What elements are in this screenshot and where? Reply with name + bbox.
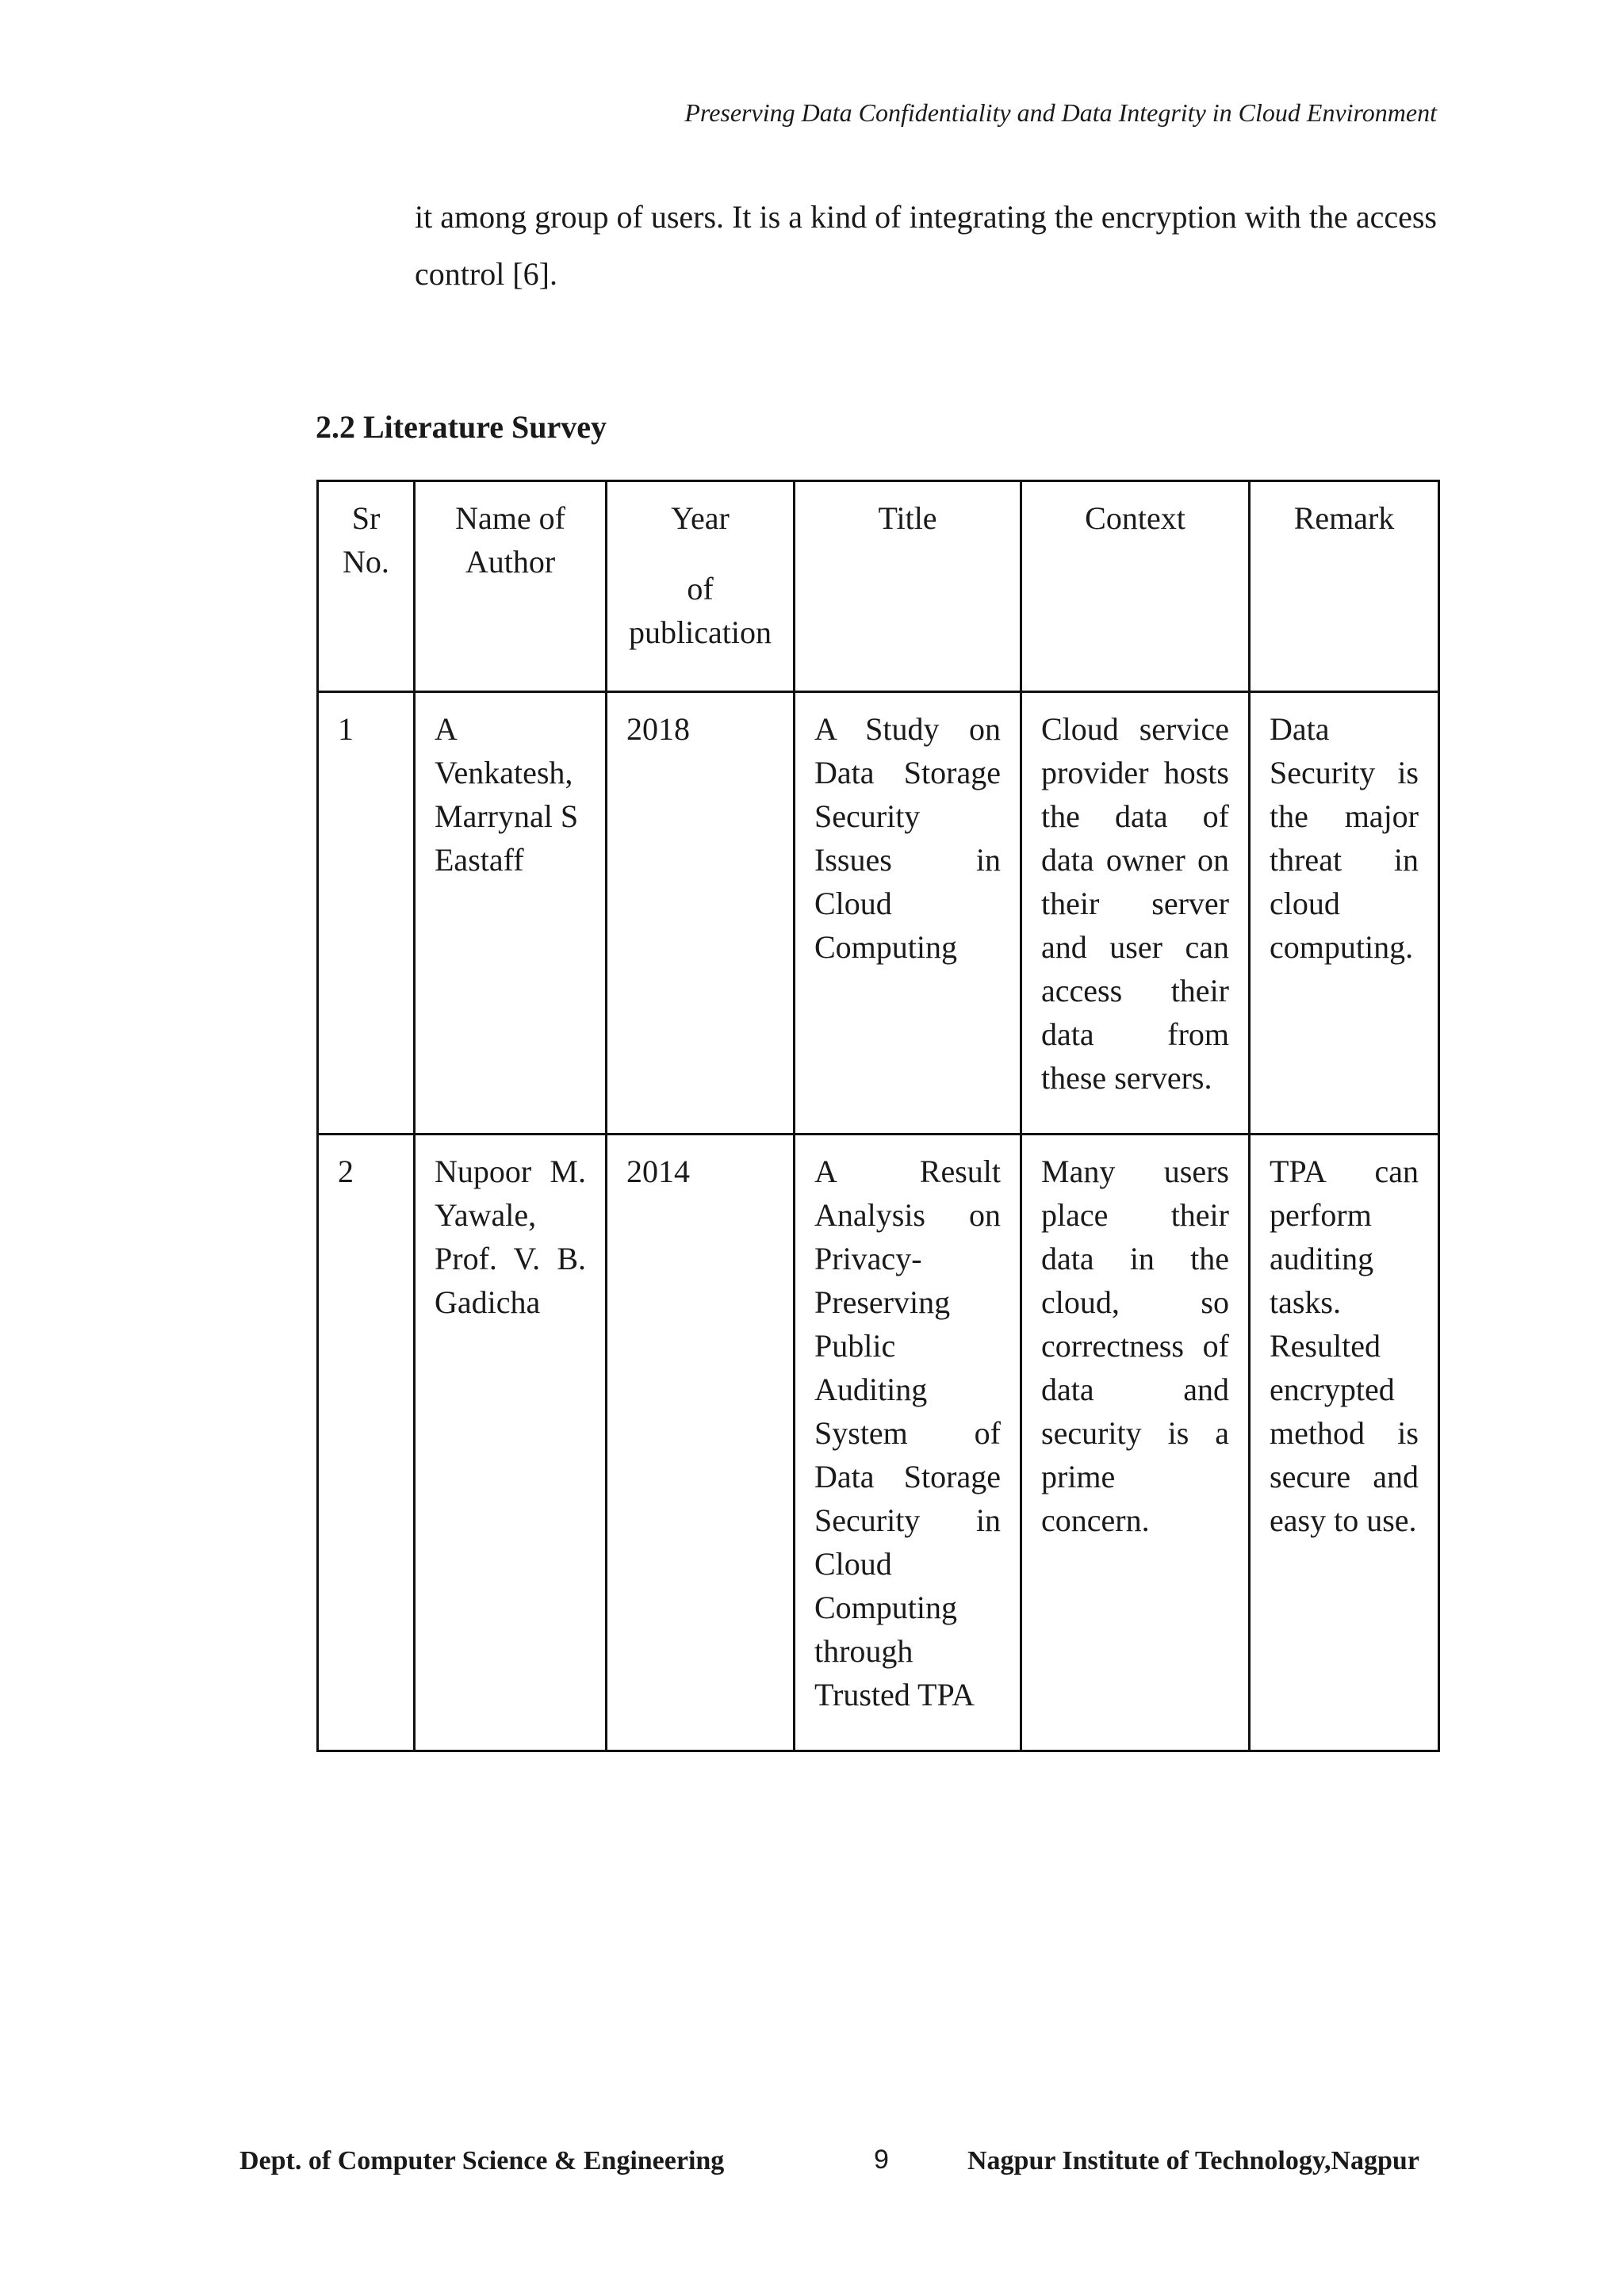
column-header-sr-no: Sr No. bbox=[318, 481, 415, 692]
cell-title: A Result Analysis on Privacy-Preserving Public Auditing System of Data Storage Security in Cloud Computing through Trusted TPA bbox=[795, 1135, 1021, 1751]
footer-institute: Nagpur Institute of Technology,Nagpur bbox=[967, 2146, 1419, 2175]
table-row bbox=[318, 692, 1439, 1135]
cell-sr-no: 2 bbox=[318, 1135, 415, 1751]
column-header-year-line2: of publication bbox=[629, 571, 772, 650]
cell-context: Cloud service provider hosts the data of data owner on their server and user can access their data from these servers. bbox=[1021, 692, 1250, 1135]
intro-paragraph: it among group of users. It is a kind of integrating the encryption with the access control [6]. bbox=[415, 199, 1437, 292]
cell-remark: TPA can perform auditing tasks. Resulted encrypted method is secure and easy to use. bbox=[1250, 1135, 1439, 1751]
column-header-remark: Remark bbox=[1250, 481, 1439, 692]
column-header-title: Title bbox=[795, 481, 1021, 692]
cell-author: A Venkatesh, Marrynal S Eastaff bbox=[415, 692, 607, 1135]
cell-year: 2014 bbox=[607, 1135, 795, 1751]
cell-author: Nupoor M. Yawale, Prof. V. B. Gadicha bbox=[415, 1135, 607, 1751]
table-row bbox=[318, 1135, 1439, 1751]
cell-title: A Study on Data Storage Security Issues in Cloud Computing bbox=[795, 692, 1021, 1135]
column-header-context: Context bbox=[1021, 481, 1250, 692]
table-header-row bbox=[318, 481, 1439, 692]
column-header-year-line1: Year bbox=[671, 500, 730, 536]
cell-context: Many users place their data in the cloud, so correctness of data and security is a prime concern. bbox=[1021, 1135, 1250, 1751]
cell-remark: Data Security is the major threat in cloud computing. bbox=[1250, 692, 1439, 1135]
footer-department: Dept. of Computer Science & Engineering bbox=[239, 2146, 725, 2175]
column-header-author: Name of Author bbox=[415, 481, 607, 692]
column-header-year bbox=[607, 481, 795, 692]
page-number: 9 bbox=[874, 2145, 889, 2175]
cell-sr-no: 1 bbox=[318, 692, 415, 1135]
literature-survey-table bbox=[316, 480, 1440, 1752]
section-heading: 2.2 Literature Survey bbox=[316, 409, 607, 445]
running-header: Preserving Data Confidentiality and Data Integrity in Cloud Environment bbox=[684, 98, 1437, 127]
cell-year: 2018 bbox=[607, 692, 795, 1135]
